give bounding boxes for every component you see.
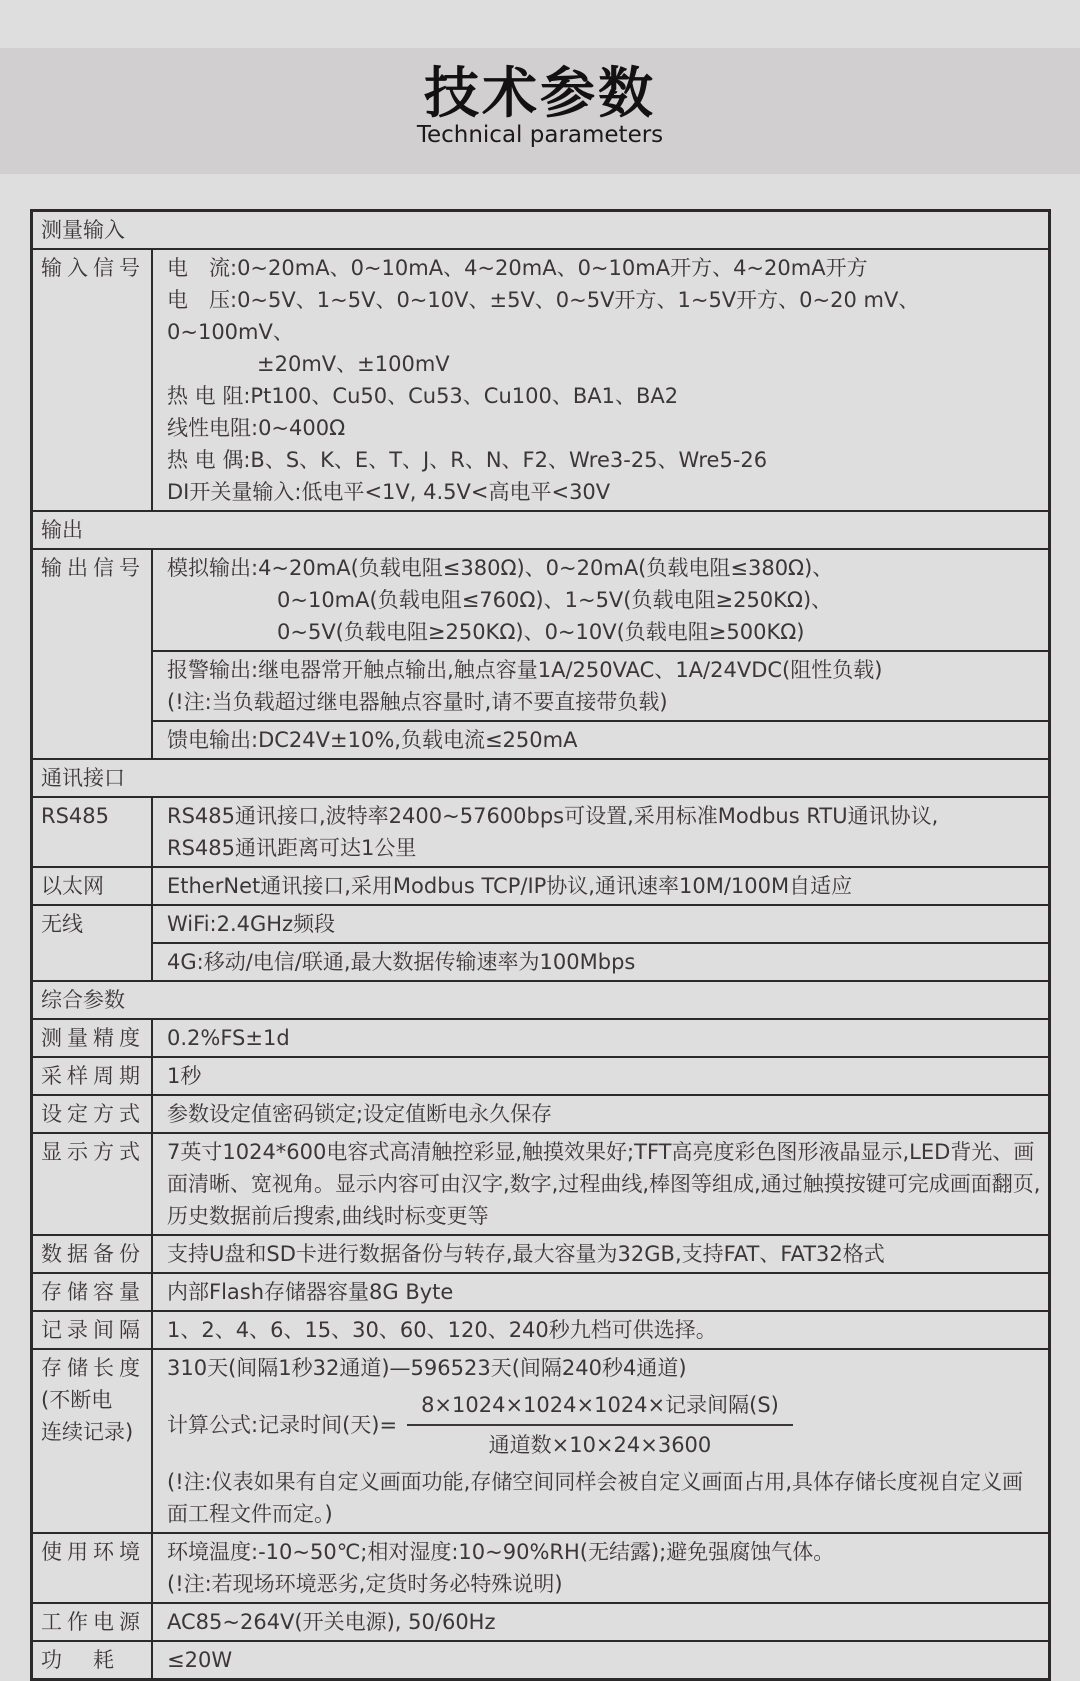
storage-note: (!注:仪表如果有自定义画面功能,存储空间同样会被自定义画面占用,具体存储长度视自定义画面工程文件而定。) <box>167 1470 1024 1526</box>
row-label: 记录间隔 <box>41 1318 145 1342</box>
row-label: 无线 <box>41 912 83 936</box>
row-backup: 数据备份 支持U盘和SD卡进行数据备份与转存,最大容量为32GB,支持FAT、FAT32格式 <box>33 1234 1048 1272</box>
section-title: 输出 <box>41 518 83 542</box>
input-thermocouple-line: 热 电 偶:B、S、K、E、T、J、R、N、F2、Wre3-25、Wre5-26 <box>167 448 768 472</box>
row-storage-length: 存储长度 (不断电 连续记录) 310天(间隔1秒32通道)—596523天(间隔240秒4通道) 计算公式:记录时间(天)= $\frac{\text{8×1024×1024×1024×记录间隔(S)}}{\text{通道数×10×24×3600}}$ (!注:仪表如果有自定义画面功能,存储空间同样会被自定义画面占用,具体存储长度视自定义画面工程文件而定。) <box>33 1348 1048 1532</box>
row-label: 存储长度 <box>41 1356 145 1380</box>
section-row-general <box>33 980 1048 1018</box>
row-display: 显示方式 7英寸1024*600电容式高清触控彩显,触摸效果好;TFT高亮度彩色图形液晶显示,LED背光、画面清晰、宽视角。显示内容可由汉字,数字,过程曲线,棒图等组成,通过触摸按键可完成画面翻页,历史数据前后搜索,曲线时标变更等 <box>33 1132 1048 1234</box>
row-label: 存储容量 <box>41 1280 145 1304</box>
alarm-output-subrow: 报警输出:继电器常开触点输出,触点容量1A/250VAC、1A/24VDC(阻性负载) (!注:当负载超过继电器触点容量时,请不要直接带负载) <box>153 650 1048 720</box>
formula-prefix: 计算公式:记录时间(天)= <box>167 1413 398 1437</box>
title-banner <box>0 48 1080 174</box>
cellular-subrow: 4G:移动/电信/联通,最大数据传输速率为100Mbps <box>153 942 1048 980</box>
section-title: 通讯接口 <box>41 766 125 790</box>
section-title: 综合参数 <box>41 988 125 1012</box>
section-row-output <box>33 510 1048 548</box>
row-label: 采样周期 <box>41 1064 145 1088</box>
section-row-measure-input <box>33 212 1048 248</box>
row-consumption: 功 耗 ≤20W <box>33 1640 1048 1678</box>
storage-formula <box>167 1389 1042 1461</box>
row-wireless <box>33 904 1048 980</box>
input-rtd-line: 热 电 阻:Pt100、Cu50、Cu53、Cu100、BA1、BA2 <box>167 384 679 408</box>
feed-output-subrow: 馈电输出:DC24V±10%,负载电流≤250mA <box>153 720 1048 758</box>
formula-denominator: 通道数×10×24×3600 <box>488 1433 712 1457</box>
row-sampling: 采样周期 1秒 <box>33 1056 1048 1094</box>
row-input-signal <box>33 248 1048 510</box>
row-label: 输入信号 <box>41 256 145 280</box>
page-title: 技术参数 <box>423 61 656 125</box>
row-label: 输出信号 <box>41 556 145 580</box>
input-voltage-line2: ±20mV、±100mV <box>257 352 450 376</box>
row-capacity: 存储容量 内部Flash存储器容量8G Byte <box>33 1272 1048 1310</box>
page-subtitle: Technical parameters <box>416 122 664 148</box>
formula-fraction <box>407 1389 793 1461</box>
row-accuracy: 测量精度 0.2%FS±1d <box>33 1018 1048 1056</box>
row-ethernet: 以太网 EtherNet通讯接口,采用Modbus TCP/IP协议,通讯速率10M/100M自适应 <box>33 866 1048 904</box>
row-output-signal <box>33 548 1048 758</box>
section-row-comm <box>33 758 1048 796</box>
storage-range-line: 310天(间隔1秒32通道)—596523天(间隔240秒4通道) <box>167 1356 687 1380</box>
formula-numerator: 8×1024×1024×1024×记录间隔(S) <box>407 1389 793 1426</box>
row-label: 设定方式 <box>41 1102 145 1126</box>
row-label: 使用环境 <box>41 1540 145 1564</box>
row-environment: 使用环境 环境温度:-10~50℃;相对湿度:10~90%RH(无结露);避免强腐蚀气体。 (!注:若现场环境恶劣,定货时务必特殊说明) <box>33 1532 1048 1602</box>
input-current-line: 电 流:0~20mA、0~10mA、4~20mA、0~10mA开方、4~20mA开方 <box>167 256 868 280</box>
row-power: 工作电源 AC85~264V(开关电源), 50/60Hz <box>33 1602 1048 1640</box>
row-label: 数据备份 <box>41 1242 145 1266</box>
row-label: 显示方式 <box>41 1140 145 1164</box>
analog-output-subrow: 模拟输出:4~20mA(负载电阻≤380Ω)、0~20mA(负载电阻≤380Ω)、 0~10mA(负载电阻≤760Ω)、1~5V(负载电阻≥250KΩ)、 0~5V(负载电阻≥250KΩ)、0~10V(负载电阻≥500KΩ) <box>167 556 834 644</box>
row-label: RS485 <box>41 804 110 828</box>
input-linear-res-line: 线性电阻:0~400Ω <box>167 416 346 440</box>
row-rs485: RS485 RS485通讯接口,波特率2400~57600bps可设置,采用标准Modbus RTU通讯协议, RS485通讯距离可达1公里 <box>33 796 1048 866</box>
wifi-subrow: WiFi:2.4GHz频段 <box>167 912 336 936</box>
input-voltage-line1: 电 压:0~5V、1~5V、0~10V、±5V、0~5V开方、1~5V开方、0~20 mV、0~100mV、 <box>167 288 920 344</box>
row-label: 以太网 <box>41 874 104 898</box>
row-interval: 记录间隔 1、2、4、6、15、30、60、120、240秒九档可供选择。 <box>33 1310 1048 1348</box>
spec-table <box>30 209 1051 1681</box>
input-di-line: DI开关量输入:低电平<1V, 4.5V<高电平<30V <box>167 480 611 504</box>
row-label: 工作电源 <box>41 1610 145 1634</box>
section-title: 测量输入 <box>41 218 125 242</box>
row-label: 功 耗 <box>41 1648 119 1672</box>
row-label: 测量精度 <box>41 1026 145 1050</box>
row-setting: 设定方式 参数设定值密码锁定;设定值断电永久保存 <box>33 1094 1048 1132</box>
